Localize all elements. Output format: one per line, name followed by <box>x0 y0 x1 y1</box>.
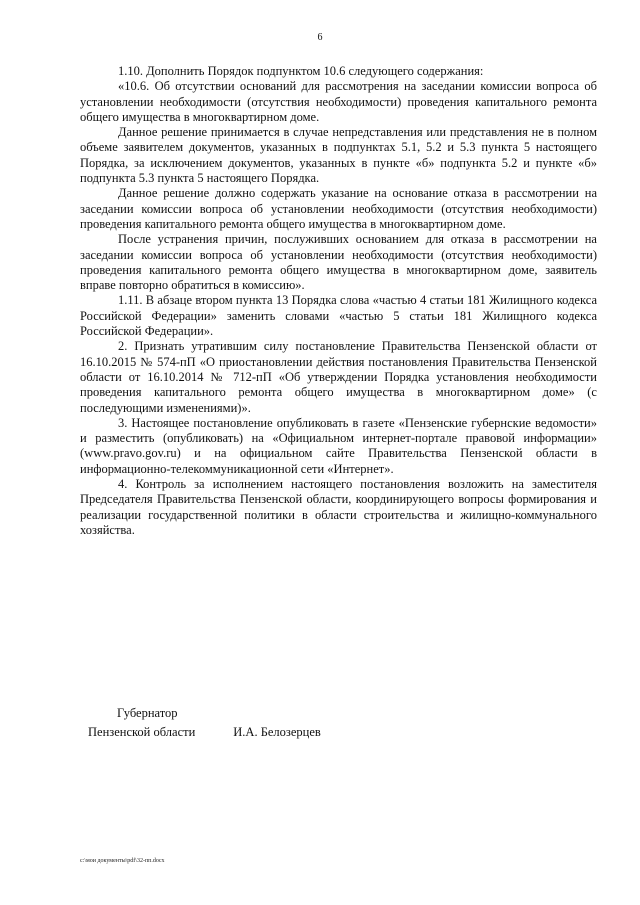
signature-row <box>88 723 508 742</box>
paragraph-decision-content: Данное решение должно содержать указание на основание отказа в рассмотрении на заседании комиссии вопроса об установлении необходимости (отсутствия необходимости) проведения капитального ремонта общего имущества в многоквартирном доме. <box>80 186 597 231</box>
paragraph-reapply: После устранения причин, послуживших основанием для отказа в рассмотрении на заседании комиссии вопроса об установлении необходимости (отсутствия необходимости) проведения капитального ремонта общего имущества в многоквартирном доме, заявитель вправе повторно обратиться в комиссию». <box>80 232 597 293</box>
paragraph-1-11: 1.11. В абзаце втором пункта 13 Порядка слова «частью 4 статьи 181 Жилищного кодекса Российской Федерации» заменить словами «частью 5 статьи 181 Жилищного кодекса Российской Федерации». <box>80 293 597 339</box>
paragraph-decision-grounds: Данное решение принимается в случае непредставления или представления не в полном объеме заявителем документов, указанных в подпунктах 5.1, 5.2 и 5.3 пункта 5 настоящего Порядка, за исключением документов, указанных в пункте «б» подпункта 5.2 и пункте «б» подпункта 5.3 пункта 5 настоящего Порядка. <box>80 125 597 186</box>
page-number: 6 <box>317 32 323 43</box>
signature-title-line2: Пензенской области <box>88 725 196 739</box>
signature-block <box>88 704 508 742</box>
paragraph-10-6: «10.6. Об отсутствии оснований для рассмотрения на заседании комиссии вопроса об установлении необходимости (отсутствия необходимости) проведения капитального ремонта общего имущества в многоквартирном доме. <box>80 79 597 124</box>
paragraph-2: 2. Признать утратившим силу постановление Правительства Пензенской области от 16.10.2015 № 574-пП «О приостановлении действия постановления Правительства Пензенской области от 16.10.2014 № 712-пП «Об утверждении Порядка установления необходимости проведения капитального ремонта общего имущества в многоквартирном доме» (с последующими изменениями)». <box>80 339 597 415</box>
signature-name: И.А. Белозерцев <box>233 725 321 739</box>
paragraph-4: 4. Контроль за исполнением настоящего постановления возложить на заместителя Председателя Правительства Пензенской области, координирующего вопросы формирования и реализации государственной политики в области строительства и жилищно-коммунального хозяйства. <box>80 477 597 537</box>
paragraph-3: 3. Настоящее постановление опубликовать в газете «Пензенские губернские ведомости» и разместить (опубликовать) на «Официальном интернет-портале правовой информации» (www.pravo.gov.ru) и на официальном сайте Правительства Пензенской области в информационно-телекоммуникационной сети «Интернет». <box>80 415 597 476</box>
footer-file-path: c:\мои документы\pdf\32-пп.docx <box>80 858 165 864</box>
signature-title-line1: Губернатор <box>117 706 178 720</box>
document-body <box>80 64 597 538</box>
paragraph-1-10: 1.10. Дополнить Порядок подпунктом 10.6 следующего содержания: <box>118 64 484 78</box>
